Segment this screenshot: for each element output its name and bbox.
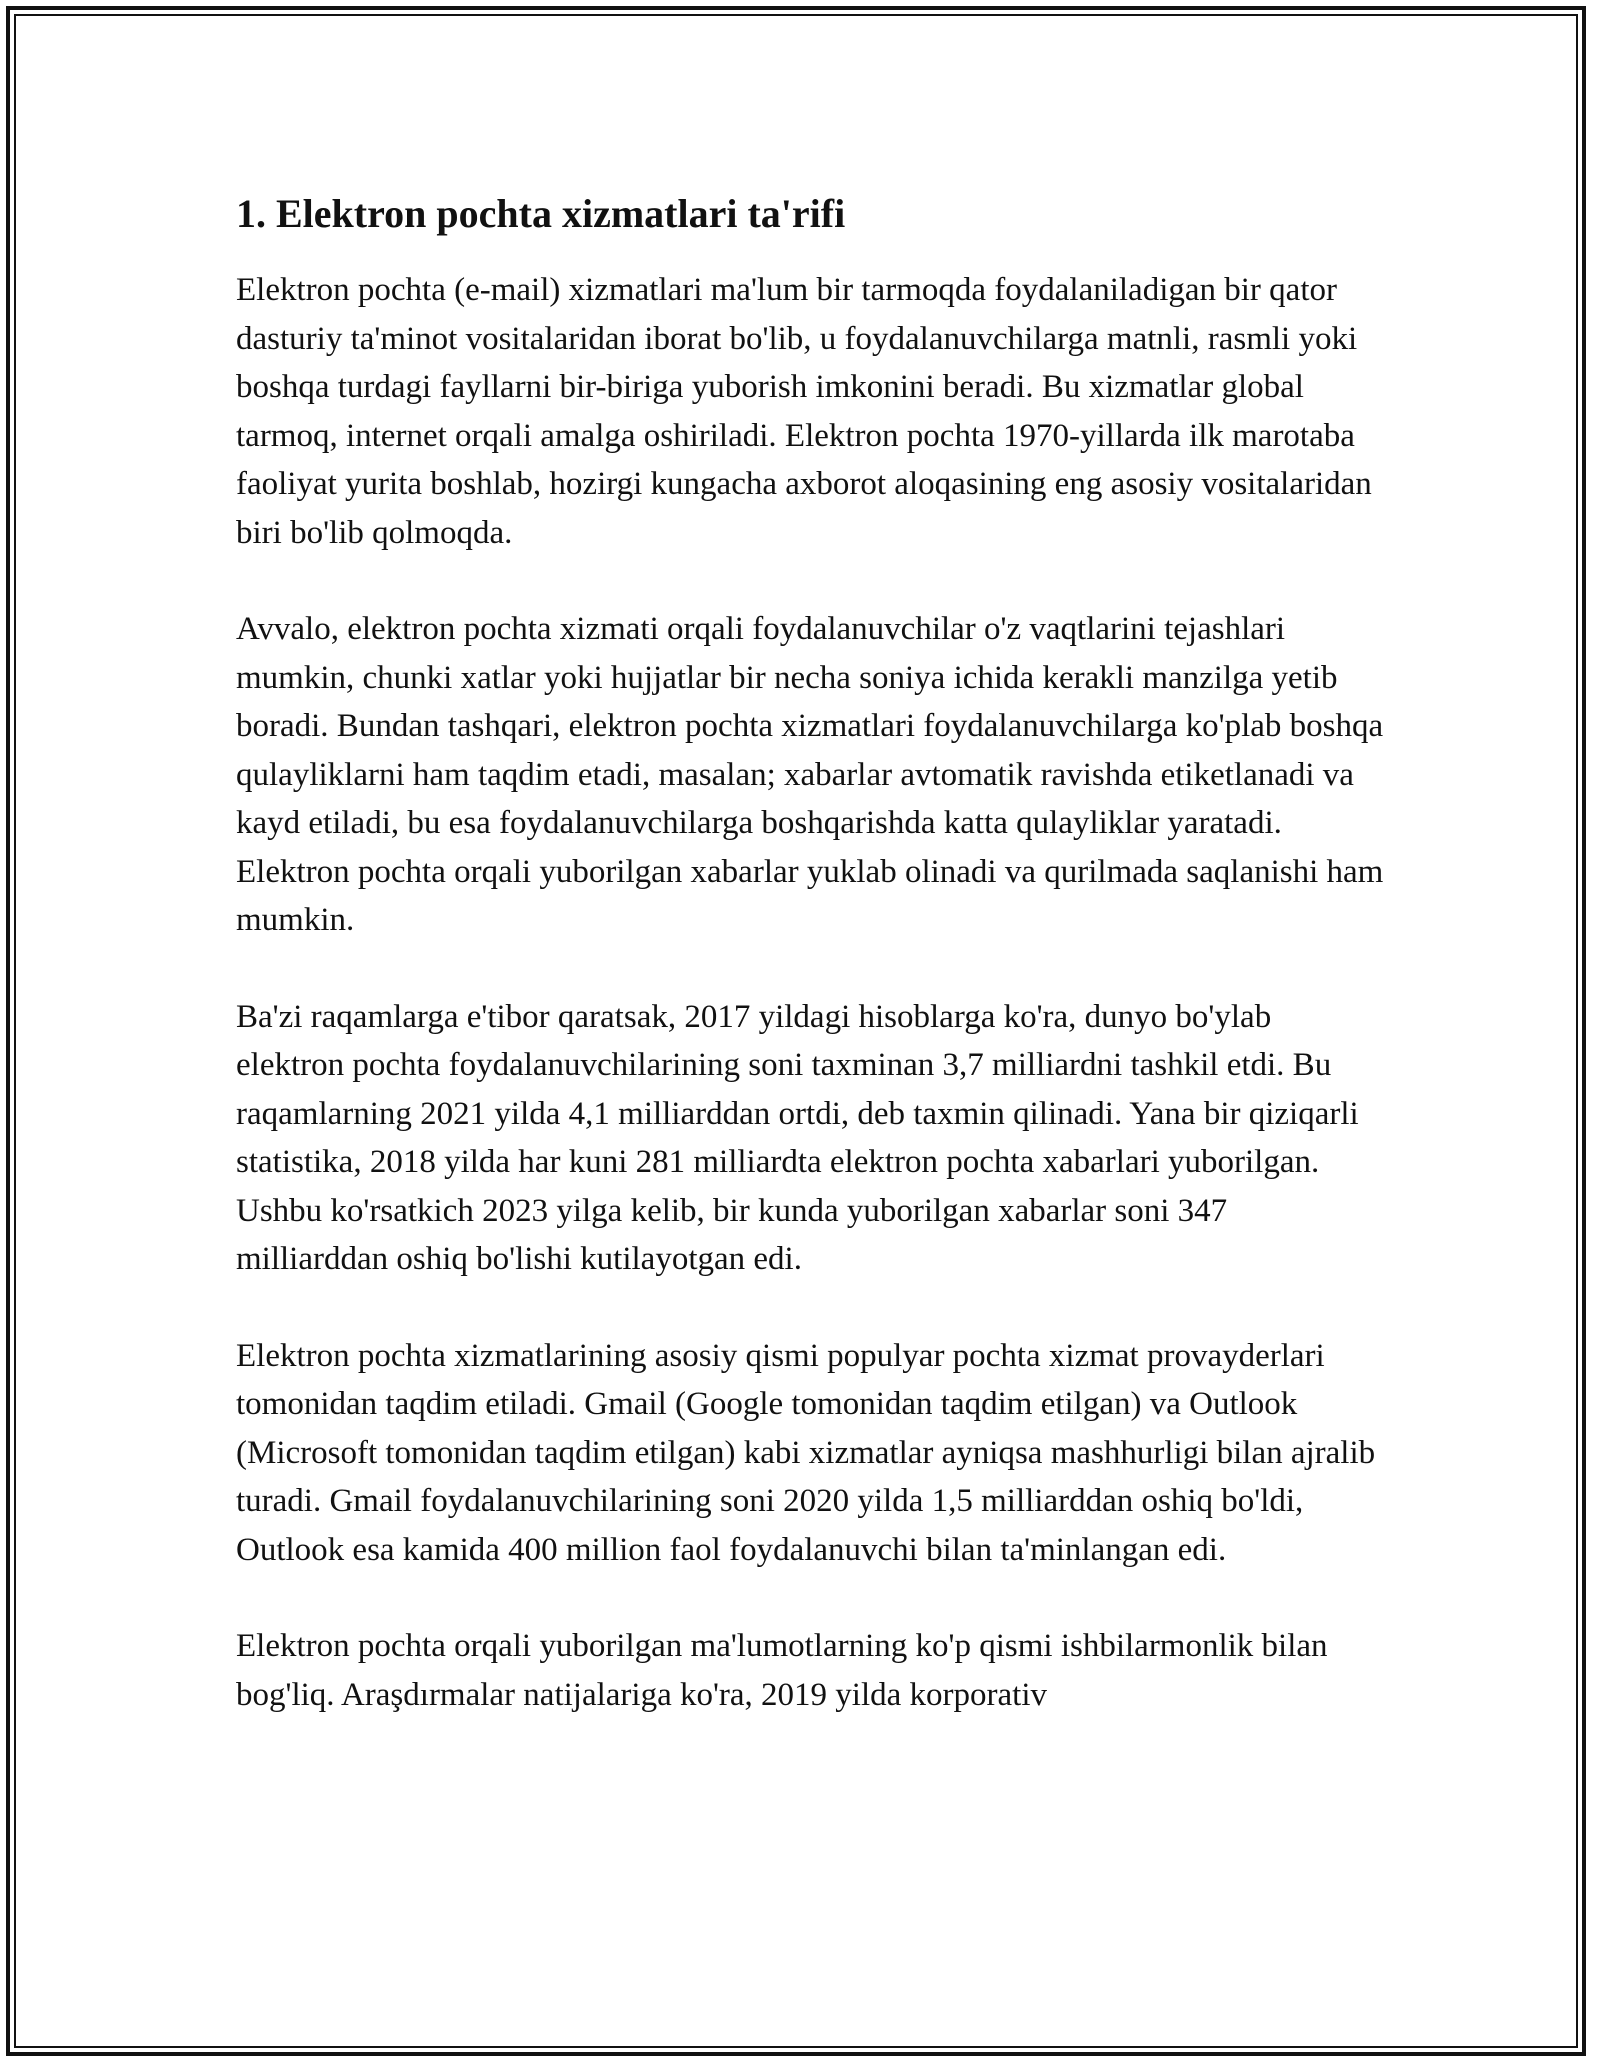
document-body [236, 188, 1386, 1767]
paragraph-4: Elektron pochta xizmatlarining asosiy qismi populyar pochta xizmat provayderlari tomonidan taqdim etiladi. Gmail (Google tomonidan taqdim etilgan) va Outlook (Microsoft tomonidan taqdim etilgan) kabi xizmatlar ayniqsa mashhurligi bilan ajralib turadi. Gmail foydalanuvchilarining soni 2020 yilda 1,5 milliarddan oshiq bo'ldi, Outlook esa kamida 400 million faol foydalanuvchi bilan ta'minlangan edi. [236, 1337, 1376, 1568]
section-heading: 1. Elektron pochta xizmatlari ta'rifi [236, 191, 846, 236]
paragraph-3: Ba'zi raqamlarga e'tibor qaratsak, 2017 yildagi hisoblarga ko'ra, dunyo bo'ylab elektron pochta foydalanuvchilarining soni taxminan 3,7 milliardni tashkil etdi. Bu raqamlarning 2021 yilda 4,1 milliarddan ortdi, deb taxmin qilinadi. Yana bir qiziqarli statistika, 2018 yilda har kuni 281 milliardta elektron pochta xabarlari yuborilgan. Ushbu ko'rsatkich 2023 yilga kelib, bir kunda yuborilgan xabarlar soni 347 milliarddan oshiq bo'lishi kutilayotgan edi. [236, 998, 1359, 1277]
paragraph-1: Elektron pochta (e-mail) xizmatlari ma'lum bir tarmoqda foydalaniladigan bir qator dasturiy ta'minot vositalaridan iborat bo'lib, u foydalanuvchilarga matnli, rasmli yoki boshqa turdagi fayllarni bir-biriga yuborish imkonini beradi. Bu xizmatlar global tarmoq, internet orqali amalga oshiriladi. Elektron pochta 1970-yillarda ilk marotaba faoliyat yurita boshlab, hozirgi kungacha axborot aloqasining eng asosiy vositalaridan biri bo'lib qolmoqda. [236, 272, 1372, 551]
paragraph-2: Avvalo, elektron pochta xizmati orqali foydalanuvchilar o'z vaqtlarini tejashlari mumkin, chunki xatlar yoki hujjatlar bir necha soniya ichida kerakli manzilga yetib boradi. Bundan tashqari, elektron pochta xizmatlari foydalanuvchilarga ko'plab boshqa qulayliklarni ham taqdim etadi, masalan; xabarlar avtomatik ravishda etiketlanadi va kayd etiladi, bu esa foydalanuvchilarga boshqarishda katta qulayliklar yaratadi. Elektron pochta orqali yuborilgan xabarlar yuklab olinadi va qurilmada saqlanishi ham mumkin. [236, 611, 1384, 938]
paragraph-5: Elektron pochta orqali yuborilgan ma'lumotlarning ko'p qismi ishbilarmonlik bilan bog'liq. Araşdırmalar natijalariga ko'ra, 2019 yilda korporativ [236, 1628, 1328, 1713]
